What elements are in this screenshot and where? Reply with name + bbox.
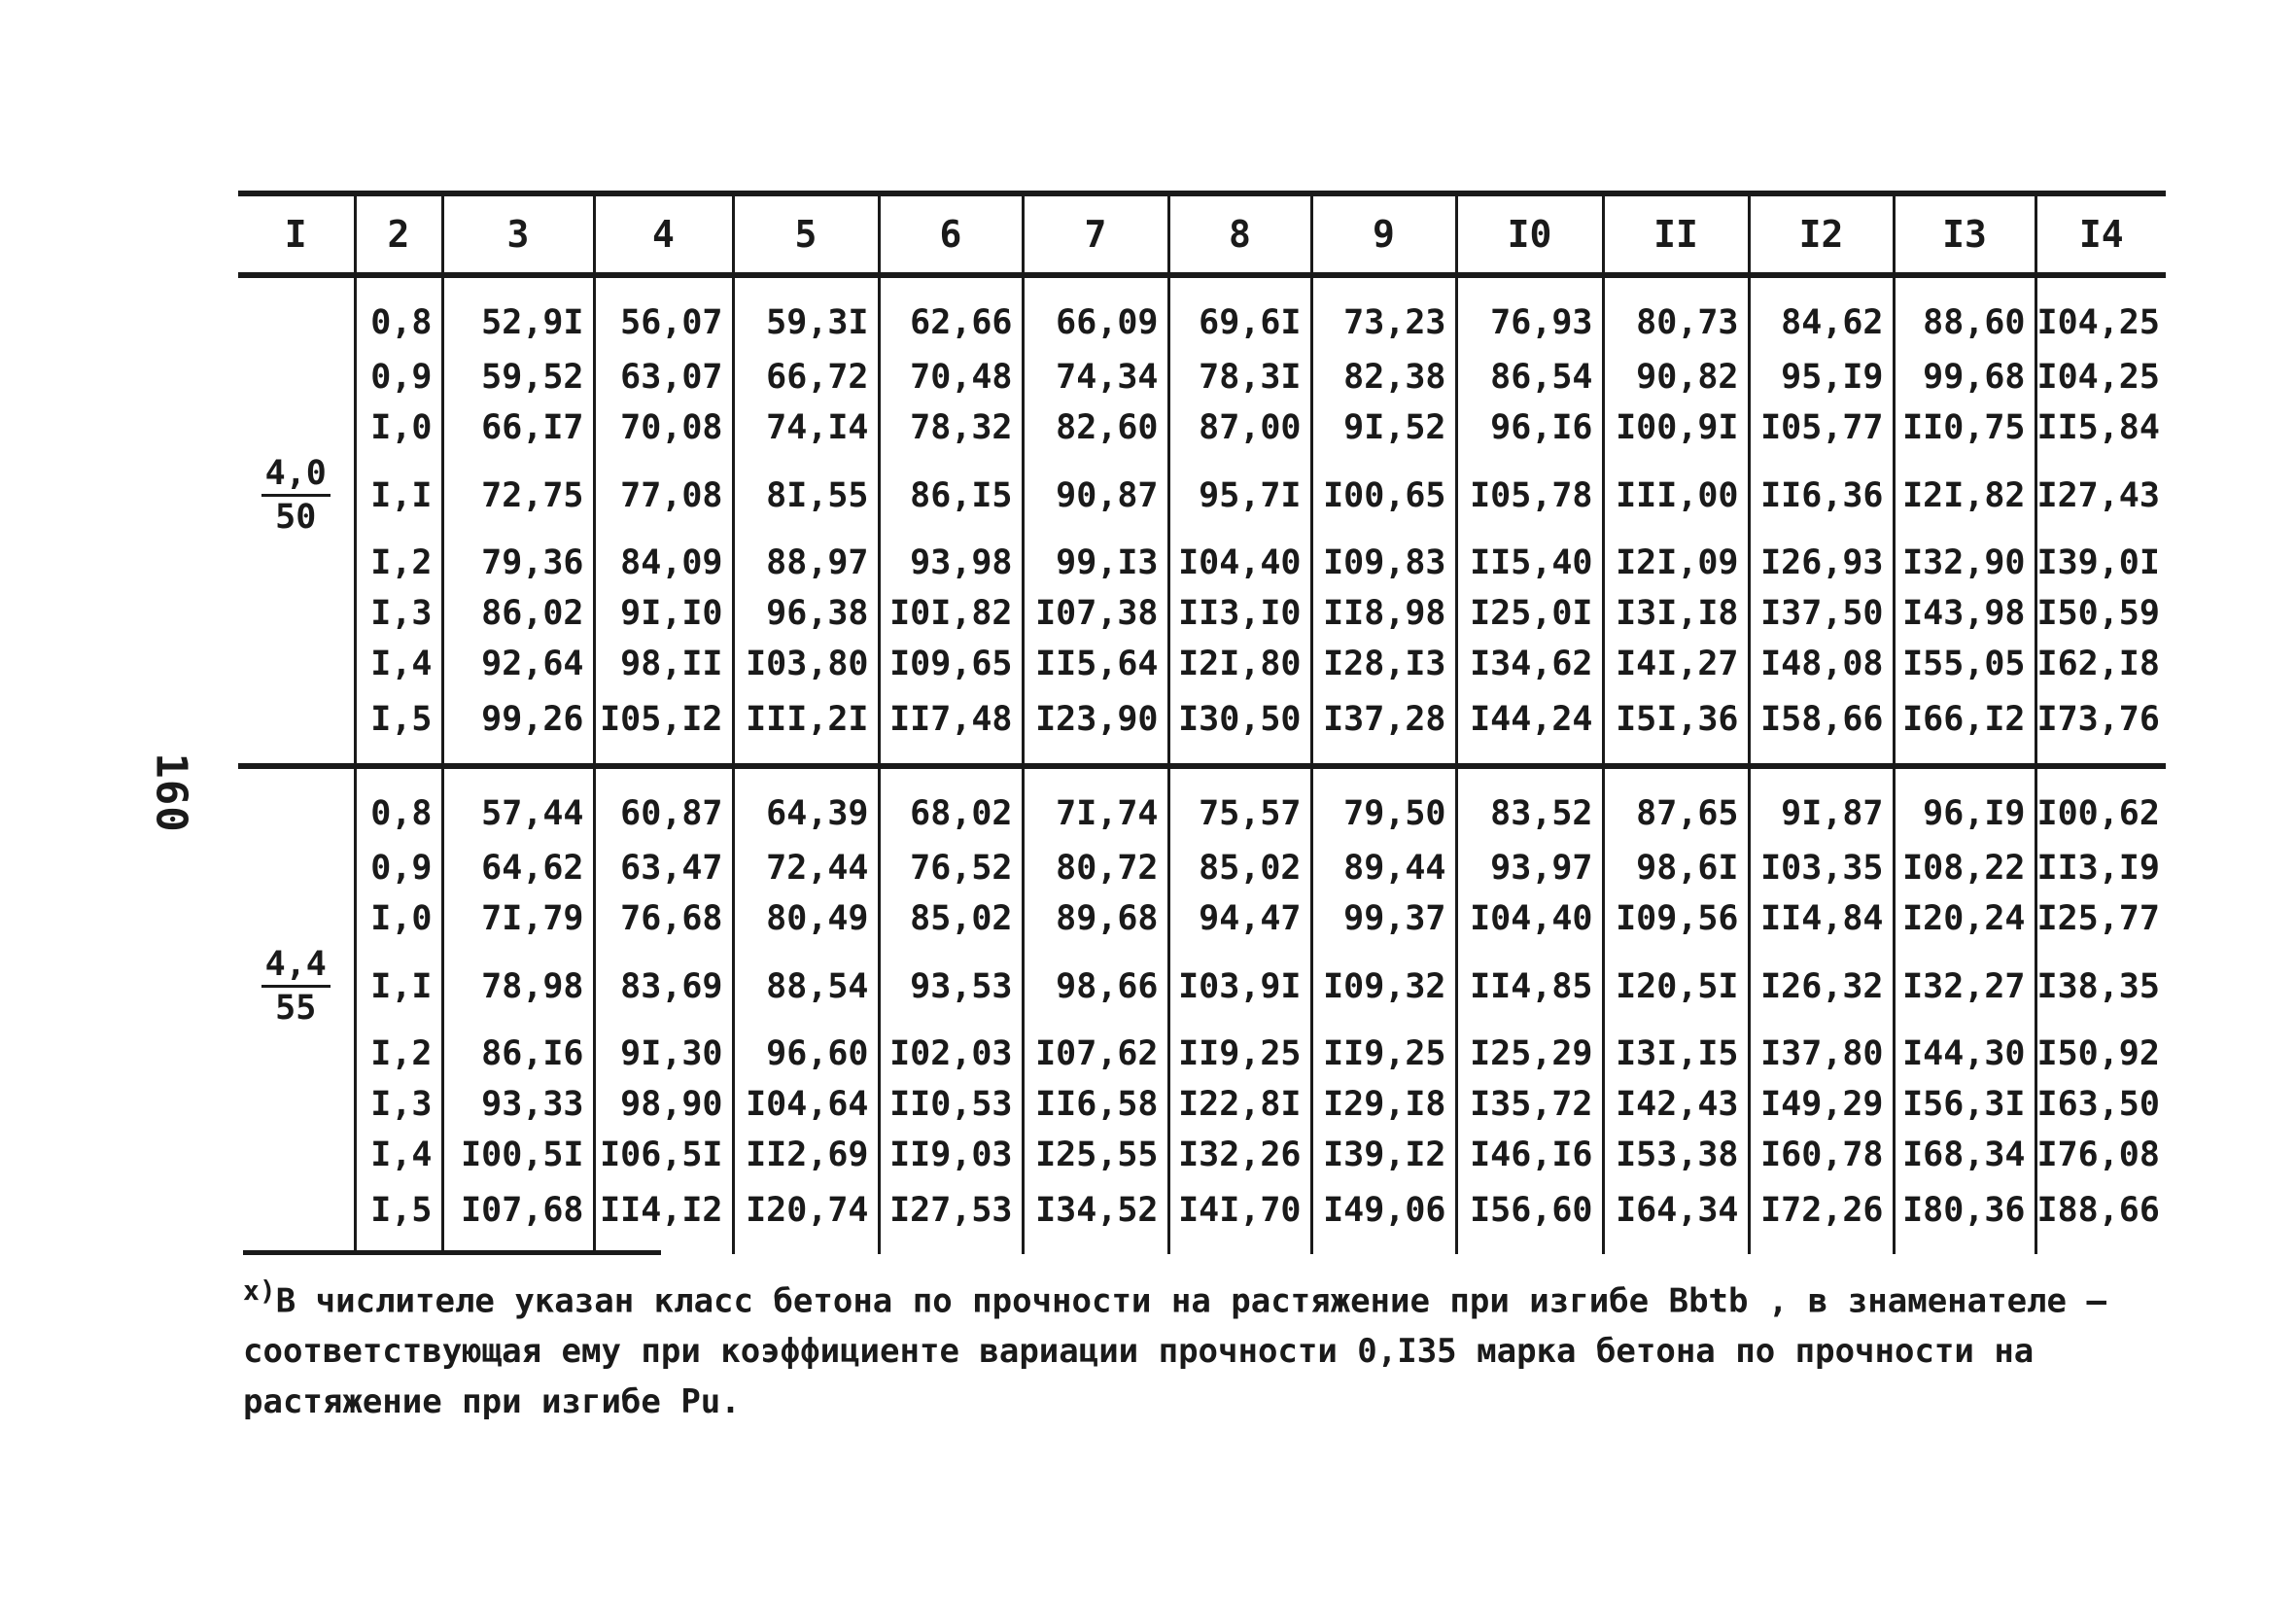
value-cell: I53,38 [1603, 1130, 1749, 1180]
coefficient-cell: I,0 [355, 402, 442, 453]
value-cell: 70,48 [879, 352, 1023, 402]
value-cell: II8,98 [1311, 588, 1456, 639]
table-row [238, 766, 2166, 843]
concrete-class-fraction [261, 944, 330, 1029]
value-cell: 86,02 [442, 588, 594, 639]
class-label-cell [238, 352, 355, 402]
value-cell: I25,77 [2035, 893, 2166, 944]
class-label-cell [238, 639, 355, 689]
value-cell: 84,09 [594, 538, 733, 588]
table-row [238, 1130, 2166, 1180]
value-cell: 98,90 [594, 1079, 733, 1130]
value-cell: I46,I6 [1456, 1130, 1603, 1180]
value-cell: I02,03 [879, 1029, 1023, 1079]
column-header: 2 [355, 193, 442, 275]
coefficient-cell: I,3 [355, 588, 442, 639]
value-cell: I50,92 [2035, 1029, 2166, 1079]
value-cell: 84,62 [1749, 275, 1894, 352]
value-cell: 98,II [594, 639, 733, 689]
value-cell: 79,50 [1311, 766, 1456, 843]
class-label-cell [238, 843, 355, 893]
value-cell: I09,32 [1311, 944, 1456, 1029]
value-cell: 89,68 [1023, 893, 1168, 944]
value-cell: 60,87 [594, 766, 733, 843]
value-cell: I42,43 [1603, 1079, 1749, 1130]
value-cell: I03,80 [733, 639, 879, 689]
value-cell: I09,83 [1311, 538, 1456, 588]
table-row [238, 639, 2166, 689]
value-cell: I04,40 [1168, 538, 1311, 588]
value-cell: 96,60 [733, 1029, 879, 1079]
value-cell: I2I,09 [1603, 538, 1749, 588]
value-cell: I37,28 [1311, 689, 1456, 766]
value-cell: I38,35 [2035, 944, 2166, 1029]
value-cell: 63,07 [594, 352, 733, 402]
value-cell: I2I,82 [1894, 453, 2035, 538]
strength-table [238, 191, 2166, 1254]
value-cell: I05,I2 [594, 689, 733, 766]
value-cell: 77,08 [594, 453, 733, 538]
value-cell: I0I,82 [879, 588, 1023, 639]
column-header: II [1603, 193, 1749, 275]
value-cell: 66,I7 [442, 402, 594, 453]
value-cell: 52,9I [442, 275, 594, 352]
value-cell: I88,66 [2035, 1180, 2166, 1254]
value-cell: I26,93 [1749, 538, 1894, 588]
class-denominator: 55 [275, 989, 317, 1028]
value-cell: 69,6I [1168, 275, 1311, 352]
value-cell: I60,78 [1749, 1130, 1894, 1180]
value-cell: I04,25 [2035, 352, 2166, 402]
table-row [238, 275, 2166, 352]
value-cell: 86,54 [1456, 352, 1603, 402]
value-cell: 90,87 [1023, 453, 1168, 538]
class-label-cell [238, 453, 355, 538]
value-cell: I08,22 [1894, 843, 2035, 893]
value-cell: II9,03 [879, 1130, 1023, 1180]
value-cell: 9I,I0 [594, 588, 733, 639]
value-cell: 75,57 [1168, 766, 1311, 843]
column-header: 7 [1023, 193, 1168, 275]
value-cell: II2,69 [733, 1130, 879, 1180]
value-cell: I28,I3 [1311, 639, 1456, 689]
value-cell: 82,60 [1023, 402, 1168, 453]
value-cell: 88,97 [733, 538, 879, 588]
footnote-marker: x) [243, 1275, 276, 1307]
value-cell: II0,75 [1894, 402, 2035, 453]
class-label-cell [238, 1130, 355, 1180]
value-cell: 88,60 [1894, 275, 2035, 352]
value-cell: I32,27 [1894, 944, 2035, 1029]
coefficient-cell: I,I [355, 944, 442, 1029]
value-cell: 76,68 [594, 893, 733, 944]
value-cell: I44,30 [1894, 1029, 2035, 1079]
value-cell: 98,6I [1603, 843, 1749, 893]
value-cell: I34,62 [1456, 639, 1603, 689]
value-cell: I66,I2 [1894, 689, 2035, 766]
value-cell: 99,26 [442, 689, 594, 766]
value-cell: 59,52 [442, 352, 594, 402]
value-cell: I29,I8 [1311, 1079, 1456, 1130]
value-cell: 64,39 [733, 766, 879, 843]
value-cell: 63,47 [594, 843, 733, 893]
value-cell: 66,72 [733, 352, 879, 402]
value-cell: I22,8I [1168, 1079, 1311, 1130]
value-cell: 78,98 [442, 944, 594, 1029]
value-cell: I43,98 [1894, 588, 2035, 639]
value-cell: I07,68 [442, 1180, 594, 1254]
value-cell: III,00 [1603, 453, 1749, 538]
value-cell: I58,66 [1749, 689, 1894, 766]
table-row [238, 893, 2166, 944]
coefficient-cell: 0,9 [355, 843, 442, 893]
value-cell: 96,I9 [1894, 766, 2035, 843]
value-cell: I20,24 [1894, 893, 2035, 944]
value-cell: 76,93 [1456, 275, 1603, 352]
value-cell: I09,56 [1603, 893, 1749, 944]
column-header: I0 [1456, 193, 1603, 275]
value-cell: 89,44 [1311, 843, 1456, 893]
value-cell: I64,34 [1603, 1180, 1749, 1254]
table-row [238, 588, 2166, 639]
value-cell: 85,02 [1168, 843, 1311, 893]
table-header-row [238, 193, 2166, 275]
value-cell: 93,98 [879, 538, 1023, 588]
value-cell: II3,I0 [1168, 588, 1311, 639]
value-cell: 9I,52 [1311, 402, 1456, 453]
value-cell: 94,47 [1168, 893, 1311, 944]
value-cell: I50,59 [2035, 588, 2166, 639]
value-cell: 70,08 [594, 402, 733, 453]
value-cell: 80,72 [1023, 843, 1168, 893]
column-header: 5 [733, 193, 879, 275]
coefficient-cell: I,I [355, 453, 442, 538]
value-cell: 87,65 [1603, 766, 1749, 843]
value-cell: I63,50 [2035, 1079, 2166, 1130]
value-cell: I49,06 [1311, 1180, 1456, 1254]
value-cell: I32,26 [1168, 1130, 1311, 1180]
value-cell: 95,7I [1168, 453, 1311, 538]
class-label-cell [238, 893, 355, 944]
value-cell: I34,52 [1023, 1180, 1168, 1254]
value-cell: 73,23 [1311, 275, 1456, 352]
value-cell: 98,66 [1023, 944, 1168, 1029]
coefficient-cell: I,2 [355, 538, 442, 588]
value-cell: 62,66 [879, 275, 1023, 352]
value-cell: 9I,87 [1749, 766, 1894, 843]
value-cell: 87,00 [1168, 402, 1311, 453]
value-cell: I44,24 [1456, 689, 1603, 766]
value-cell: I5I,36 [1603, 689, 1749, 766]
value-cell: I03,9I [1168, 944, 1311, 1029]
value-cell: I35,72 [1456, 1079, 1603, 1130]
value-cell: I48,08 [1749, 639, 1894, 689]
value-cell: I4I,70 [1168, 1180, 1311, 1254]
value-cell: II9,25 [1311, 1029, 1456, 1079]
value-cell: 88,54 [733, 944, 879, 1029]
value-cell: I20,74 [733, 1180, 879, 1254]
value-cell: 95,I9 [1749, 352, 1894, 402]
value-cell: 7I,79 [442, 893, 594, 944]
value-cell: 74,34 [1023, 352, 1168, 402]
value-cell: I07,62 [1023, 1029, 1168, 1079]
table-group-1 [238, 275, 2166, 766]
value-cell: 57,44 [442, 766, 594, 843]
value-cell: I68,34 [1894, 1130, 2035, 1180]
value-cell: 56,07 [594, 275, 733, 352]
value-cell: I07,38 [1023, 588, 1168, 639]
table-group-2 [238, 766, 2166, 1254]
value-cell: 93,53 [879, 944, 1023, 1029]
value-cell: 78,3I [1168, 352, 1311, 402]
value-cell: I56,3I [1894, 1079, 2035, 1130]
class-label-cell [238, 275, 355, 352]
value-cell: I37,80 [1749, 1029, 1894, 1079]
value-cell: I25,29 [1456, 1029, 1603, 1079]
value-cell: 93,97 [1456, 843, 1603, 893]
value-cell: 99,I3 [1023, 538, 1168, 588]
value-cell: I3I,I8 [1603, 588, 1749, 639]
value-cell: I25,55 [1023, 1130, 1168, 1180]
value-cell: 59,3I [733, 275, 879, 352]
value-cell: 66,09 [1023, 275, 1168, 352]
value-cell: 86,I5 [879, 453, 1023, 538]
value-cell: 9I,30 [594, 1029, 733, 1079]
value-cell: I73,76 [2035, 689, 2166, 766]
value-cell: I04,25 [2035, 275, 2166, 352]
coefficient-cell: I,4 [355, 1130, 442, 1180]
value-cell: I39,0I [2035, 538, 2166, 588]
class-label-cell [238, 689, 355, 766]
value-cell: 72,44 [733, 843, 879, 893]
value-cell: III,2I [733, 689, 879, 766]
value-cell: II6,36 [1749, 453, 1894, 538]
value-cell: II5,84 [2035, 402, 2166, 453]
value-cell: 92,64 [442, 639, 594, 689]
table-row [238, 1079, 2166, 1130]
value-cell: I3I,I5 [1603, 1029, 1749, 1079]
value-cell: I30,50 [1168, 689, 1311, 766]
value-cell: 82,38 [1311, 352, 1456, 402]
value-cell: 83,52 [1456, 766, 1603, 843]
value-cell: II4,84 [1749, 893, 1894, 944]
value-cell: II4,I2 [594, 1180, 733, 1254]
value-cell: I4I,27 [1603, 639, 1749, 689]
value-cell: II0,53 [879, 1079, 1023, 1130]
value-cell: 68,02 [879, 766, 1023, 843]
column-header: 9 [1311, 193, 1456, 275]
value-cell: II9,25 [1168, 1029, 1311, 1079]
value-cell: I00,65 [1311, 453, 1456, 538]
value-cell: I55,05 [1894, 639, 2035, 689]
value-cell: 86,I6 [442, 1029, 594, 1079]
value-cell: 8I,55 [733, 453, 879, 538]
value-cell: I27,43 [2035, 453, 2166, 538]
value-cell: I05,77 [1749, 402, 1894, 453]
value-cell: I39,I2 [1311, 1130, 1456, 1180]
table-row [238, 689, 2166, 766]
value-cell: 80,49 [733, 893, 879, 944]
column-header: 4 [594, 193, 733, 275]
value-cell: II4,85 [1456, 944, 1603, 1029]
value-cell: 74,I4 [733, 402, 879, 453]
coefficient-cell: I,2 [355, 1029, 442, 1079]
footnote [243, 1266, 2177, 1427]
coefficient-cell: I,3 [355, 1079, 442, 1130]
table-row [238, 538, 2166, 588]
value-cell: I04,64 [733, 1079, 879, 1130]
value-cell: I00,5I [442, 1130, 594, 1180]
table-row [238, 1180, 2166, 1254]
class-numerator: 4,0 [261, 453, 330, 497]
value-cell: 96,I6 [1456, 402, 1603, 453]
value-cell: I09,65 [879, 639, 1023, 689]
class-label-cell [238, 1029, 355, 1079]
coefficient-cell: I,4 [355, 639, 442, 689]
value-cell: I37,50 [1749, 588, 1894, 639]
coefficient-cell: I,0 [355, 893, 442, 944]
value-cell: I80,36 [1894, 1180, 2035, 1254]
value-cell: II7,48 [879, 689, 1023, 766]
coefficient-cell: I,5 [355, 689, 442, 766]
value-cell: I72,26 [1749, 1180, 1894, 1254]
column-header: I4 [2035, 193, 2166, 275]
value-cell: 85,02 [879, 893, 1023, 944]
value-cell: II5,40 [1456, 538, 1603, 588]
value-cell: I05,78 [1456, 453, 1603, 538]
coefficient-cell: I,5 [355, 1180, 442, 1254]
value-cell: I62,I8 [2035, 639, 2166, 689]
value-cell: 90,82 [1603, 352, 1749, 402]
value-cell: I06,5I [594, 1130, 733, 1180]
coefficient-cell: 0,9 [355, 352, 442, 402]
footnote-text: В числителе указан класс бетона по прочности на растяжение при изгибе Bbtb , в знаменателе – соответствующая ему при коэффициенте вариации прочности 0,I35 марка бетона по прочности на растяжение при изгибе Pu. [243, 1281, 2106, 1422]
value-cell: II5,64 [1023, 639, 1168, 689]
column-header: 6 [879, 193, 1023, 275]
value-cell: I26,32 [1749, 944, 1894, 1029]
column-header: I3 [1894, 193, 2035, 275]
column-header: I2 [1749, 193, 1894, 275]
table-row [238, 453, 2166, 538]
page-number: 160 [146, 752, 196, 833]
coefficient-cell: 0,8 [355, 766, 442, 843]
value-cell: I03,35 [1749, 843, 1894, 893]
value-cell: I27,53 [879, 1180, 1023, 1254]
class-label-cell [238, 766, 355, 843]
class-label-cell [238, 1180, 355, 1254]
table-row [238, 402, 2166, 453]
table-row [238, 944, 2166, 1029]
value-cell: 72,75 [442, 453, 594, 538]
value-cell: I04,40 [1456, 893, 1603, 944]
class-label-cell [238, 944, 355, 1029]
value-cell: I76,08 [2035, 1130, 2166, 1180]
coefficient-cell: 0,8 [355, 275, 442, 352]
value-cell: 99,37 [1311, 893, 1456, 944]
value-cell: II6,58 [1023, 1079, 1168, 1130]
column-header: I [238, 193, 355, 275]
value-cell: 80,73 [1603, 275, 1749, 352]
value-cell: I00,62 [2035, 766, 2166, 843]
column-header: 8 [1168, 193, 1311, 275]
value-cell: 78,32 [879, 402, 1023, 453]
value-cell: 7I,74 [1023, 766, 1168, 843]
column-header: 3 [442, 193, 594, 275]
value-cell: 83,69 [594, 944, 733, 1029]
value-cell: I2I,80 [1168, 639, 1311, 689]
class-numerator: 4,4 [261, 944, 330, 988]
table-row [238, 843, 2166, 893]
value-cell: 93,33 [442, 1079, 594, 1130]
value-cell: 99,68 [1894, 352, 2035, 402]
value-cell: 64,62 [442, 843, 594, 893]
value-cell: 76,52 [879, 843, 1023, 893]
concrete-class-fraction [261, 453, 330, 538]
class-label-cell [238, 1079, 355, 1130]
value-cell: I25,0I [1456, 588, 1603, 639]
value-cell: I00,9I [1603, 402, 1749, 453]
class-label-cell [238, 402, 355, 453]
footnote-separator [243, 1250, 661, 1255]
class-denominator: 50 [275, 498, 317, 537]
value-cell: I56,60 [1456, 1180, 1603, 1254]
value-cell: 96,38 [733, 588, 879, 639]
table-row [238, 352, 2166, 402]
class-label-cell [238, 538, 355, 588]
class-label-cell [238, 588, 355, 639]
value-cell: II3,I9 [2035, 843, 2166, 893]
table-row [238, 1029, 2166, 1079]
value-cell: I20,5I [1603, 944, 1749, 1029]
value-cell: I23,90 [1023, 689, 1168, 766]
value-cell: 79,36 [442, 538, 594, 588]
value-cell: I32,90 [1894, 538, 2035, 588]
value-cell: I49,29 [1749, 1079, 1894, 1130]
